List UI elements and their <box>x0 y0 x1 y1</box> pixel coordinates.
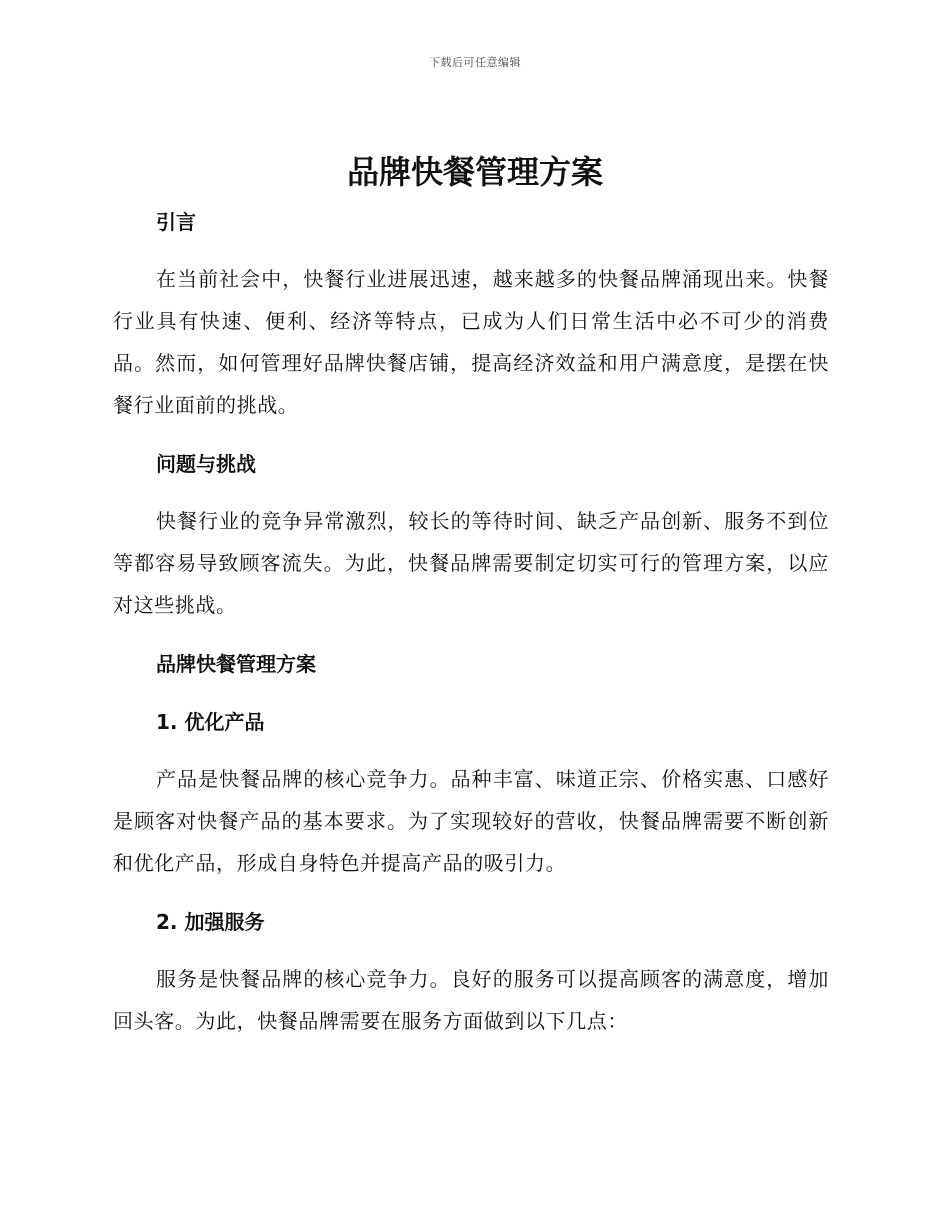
paragraph-service: 服务是快餐品牌的核心竞争力。良好的服务可以提高顾客的满意度，增加回头客。为此，快餐品牌需要在服务方面做到以下几点： <box>113 967 829 1033</box>
subsection-heading-product: 1. 优化产品 <box>156 710 265 734</box>
section-heading-plan: 品牌快餐管理方案 <box>156 652 316 676</box>
paragraph-product: 产品是快餐品牌的核心竞争力。品种丰富、味道正宗、价格实惠、口感好是顾客对快餐产品的基本要求。为了实现较好的营收，快餐品牌需要不断创新和优化产品，形成自身特色并提高产品的吸引力。 <box>113 767 829 875</box>
document-body <box>113 200 829 1042</box>
section-heading-intro: 引言 <box>156 210 196 234</box>
paragraph-intro: 在当前社会中，快餐行业进展迅速，越来越多的快餐品牌涌现出来。快餐行业具有快速、便利、经济等特点，已成为人们日常生活中必不可少的消费品。然而，如何管理好品牌快餐店铺，提高经济效益和用户满意度，是摆在快餐行业面前的挑战。 <box>113 267 829 417</box>
paragraph-problem: 快餐行业的竞争异常激烈，较长的等待时间、缺乏产品创新、服务不到位等都容易导致顾客流失。为此，快餐品牌需要制定切实可行的管理方案，以应对这些挑战。 <box>113 509 829 617</box>
document-title: 品牌快餐管理方案 <box>346 153 603 191</box>
header-note: 下载后可任意编辑 <box>429 56 521 69</box>
subsection-heading-service: 2. 加强服务 <box>156 910 265 934</box>
section-heading-problem: 问题与挑战 <box>156 452 256 476</box>
